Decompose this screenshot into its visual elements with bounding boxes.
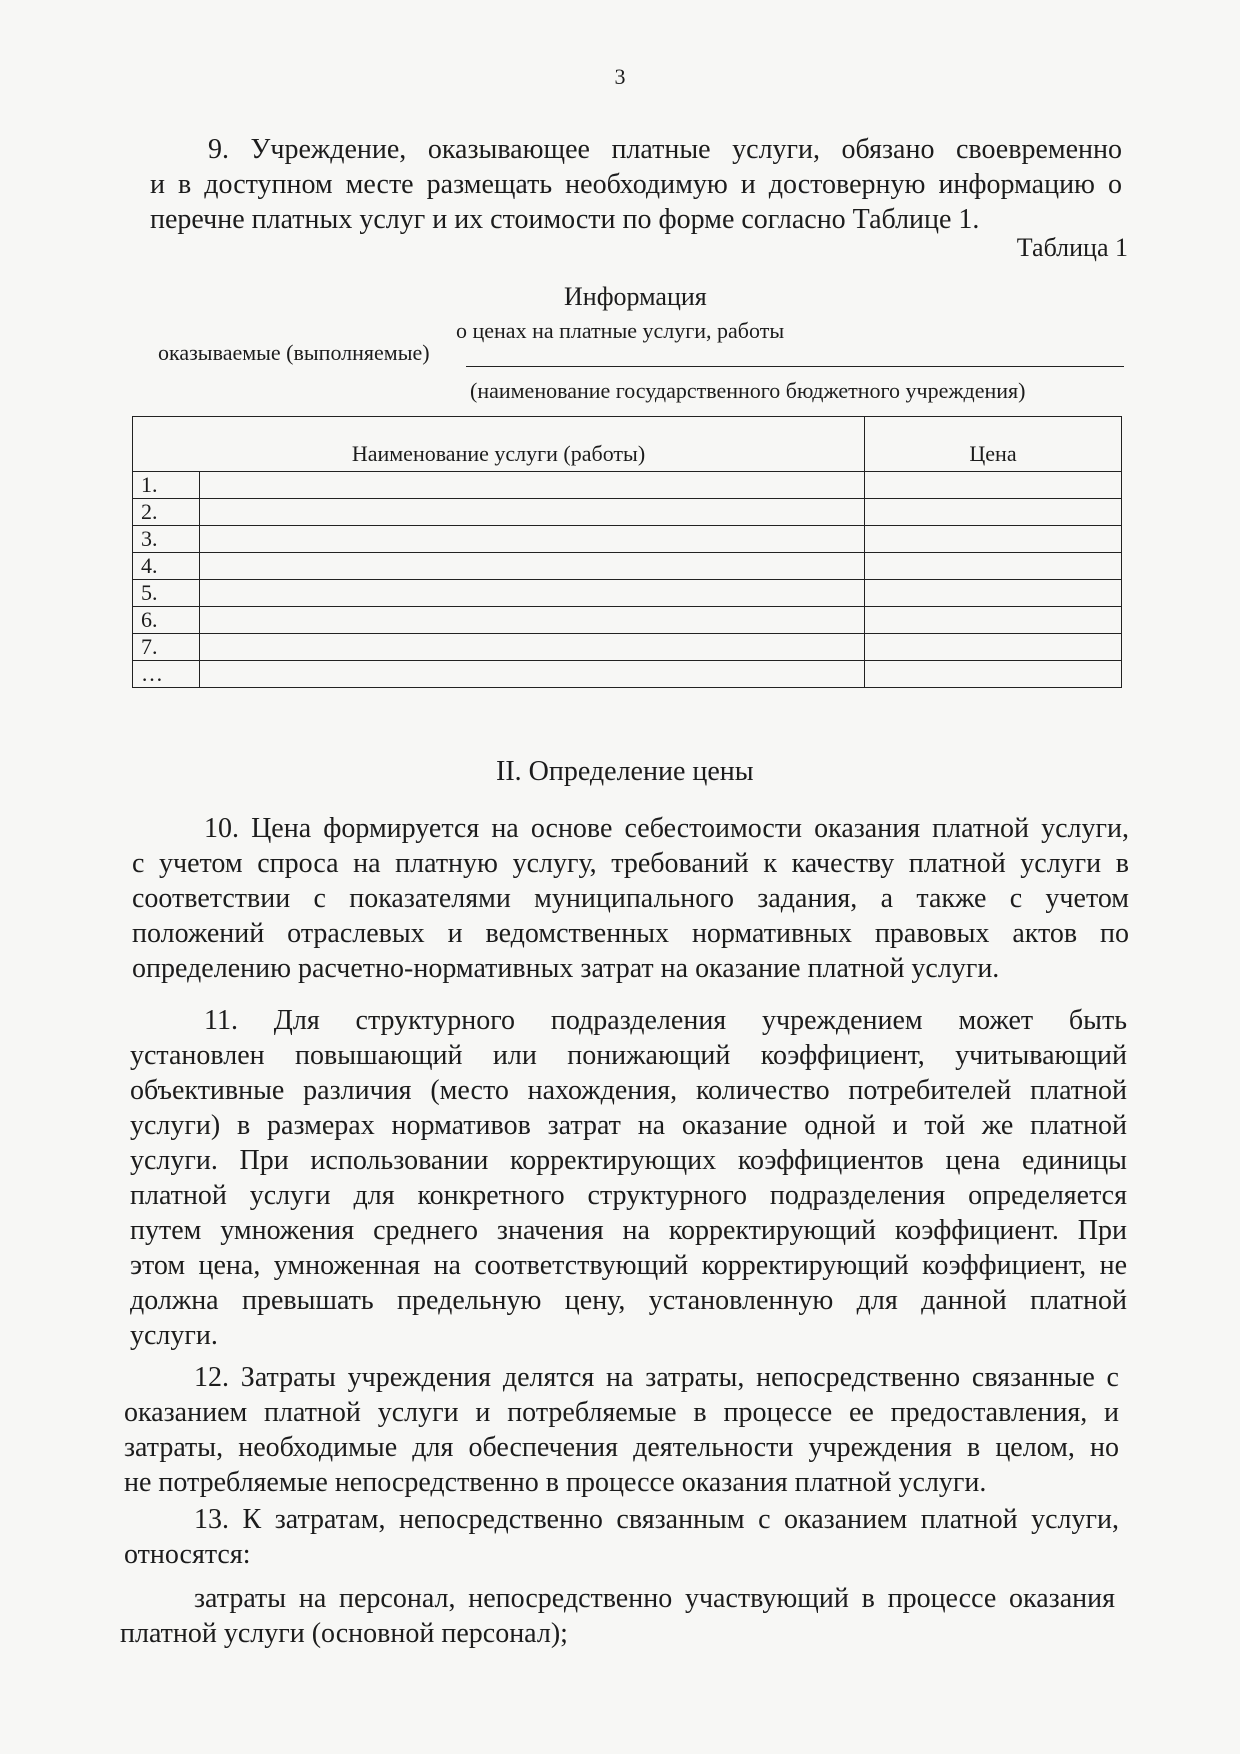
row-number: 6. [133, 607, 200, 634]
table-caption: Таблица 1 [1016, 233, 1128, 262]
paragraph-line: 9. Учреждение, оказывающее платные услуги, обязано своевременно [208, 134, 1122, 165]
institution-hint: (наименование государственного бюджетного учреждения) [470, 378, 1026, 403]
paragraph-line: 10. Цена формируется на основе себестоимости оказания платной услуги, [204, 813, 1129, 844]
table-header-row [133, 417, 1122, 472]
table-row [133, 580, 1122, 607]
paragraph-line: затраты на персонал, непосредственно участвующий в процессе оказания [194, 1583, 1115, 1614]
paragraph-line: платной услуги (основной персонал); [120, 1618, 568, 1649]
paragraph-line: 13. К затратам, непосредственно связанным с оказанием платной услуги, [194, 1504, 1119, 1535]
row-number: 4. [133, 553, 200, 580]
price-table [132, 416, 1122, 688]
price-cell [865, 661, 1122, 688]
service-cell [200, 553, 865, 580]
paragraph-line: 12. Затраты учреждения делятся на затраты, непосредственно связанные с [194, 1362, 1119, 1393]
service-cell [200, 607, 865, 634]
paragraph-line: установлен повышающий или понижающий коэффициент, учитывающий [130, 1040, 1127, 1071]
paragraph-11 [130, 1003, 1127, 1353]
paragraph-line: оказанием платной услуги и потребляемые в процессе ее предоставления, и [124, 1397, 1119, 1428]
paragraph-line: положений отраслевых и ведомственных нормативных правовых актов по [132, 918, 1129, 949]
price-cell [865, 607, 1122, 634]
paragraph-line: соответствии с показателями муниципального задания, а также с учетом [132, 883, 1129, 914]
price-cell [865, 499, 1122, 526]
table-row [133, 634, 1122, 661]
paragraph-line: определению расчетно-нормативных затрат на оказание платной услуги. [132, 953, 1000, 984]
price-cell [865, 472, 1122, 499]
price-cell [865, 553, 1122, 580]
table-row [133, 607, 1122, 634]
table-row [133, 526, 1122, 553]
paragraph-13-item [120, 1581, 1115, 1651]
service-cell [200, 661, 865, 688]
provided-label: оказываемые (выполняемые) [158, 340, 430, 365]
paragraph-line: услуги) в размерах нормативов затрат на оказание одной и той же платной [130, 1110, 1127, 1141]
paragraph-10 [132, 811, 1129, 986]
service-name-header: Наименование услуги (работы) [133, 417, 865, 472]
service-cell [200, 634, 865, 661]
paragraph-line: услуги. [130, 1320, 218, 1351]
info-form-subtitle: о ценах на платные услуги, работы [456, 318, 785, 343]
service-cell [200, 499, 865, 526]
paragraph-line: перечне платных услуг и их стоимости по форме согласно Таблице 1. [150, 204, 980, 235]
row-number: 5. [133, 580, 200, 607]
price-header: Цена [865, 417, 1122, 472]
paragraph-line: затраты, необходимые для обеспечения деятельности учреждения в целом, но [124, 1432, 1119, 1463]
price-cell [865, 580, 1122, 607]
table-row [133, 553, 1122, 580]
info-form-title: Информация [564, 282, 707, 311]
service-cell [200, 472, 865, 499]
row-number: 7. [133, 634, 200, 661]
paragraph-line: путем умножения среднего значения на корректирующий коэффициент. При [130, 1215, 1127, 1246]
paragraph-12 [124, 1360, 1119, 1500]
row-number: 3. [133, 526, 200, 553]
paragraph-line: относятся: [124, 1539, 251, 1570]
paragraph-line: не потребляемые непосредственно в процессе оказания платной услуги. [124, 1467, 987, 1498]
paragraph-9 [150, 132, 1122, 237]
row-number: 1. [133, 472, 200, 499]
row-number: 2. [133, 499, 200, 526]
paragraph-line: 11. Для структурного подразделения учреждением может быть [204, 1005, 1127, 1036]
service-cell [200, 526, 865, 553]
paragraph-line: платной услуги для конкретного структурного подразделения определяется [130, 1180, 1127, 1211]
paragraph-line: этом цена, умноженная на соответствующий корректирующий коэффициент, не [130, 1250, 1127, 1281]
price-cell [865, 526, 1122, 553]
paragraph-line: должна превышать предельную цену, установленную для данной платной [130, 1285, 1127, 1316]
price-cell [865, 634, 1122, 661]
paragraph-line: с учетом спроса на платную услугу, требований к качеству платной услуги в [132, 848, 1129, 879]
page-number: 3 [614, 64, 626, 89]
table-row [133, 472, 1122, 499]
paragraph-line: объективные различия (место нахождения, количество потребителей платной [130, 1075, 1127, 1106]
paragraph-line: услуги. При использовании корректирующих коэффициентов цена единицы [130, 1145, 1127, 1176]
section-title: II. Определение цены [496, 756, 754, 787]
service-cell [200, 580, 865, 607]
paragraph-13 [124, 1502, 1119, 1572]
table-row [133, 661, 1122, 688]
row-number: … [133, 661, 200, 688]
table-row [133, 499, 1122, 526]
paragraph-line: и в доступном месте размещать необходимую и достоверную информацию о [150, 169, 1122, 200]
institution-name-line [466, 366, 1124, 367]
